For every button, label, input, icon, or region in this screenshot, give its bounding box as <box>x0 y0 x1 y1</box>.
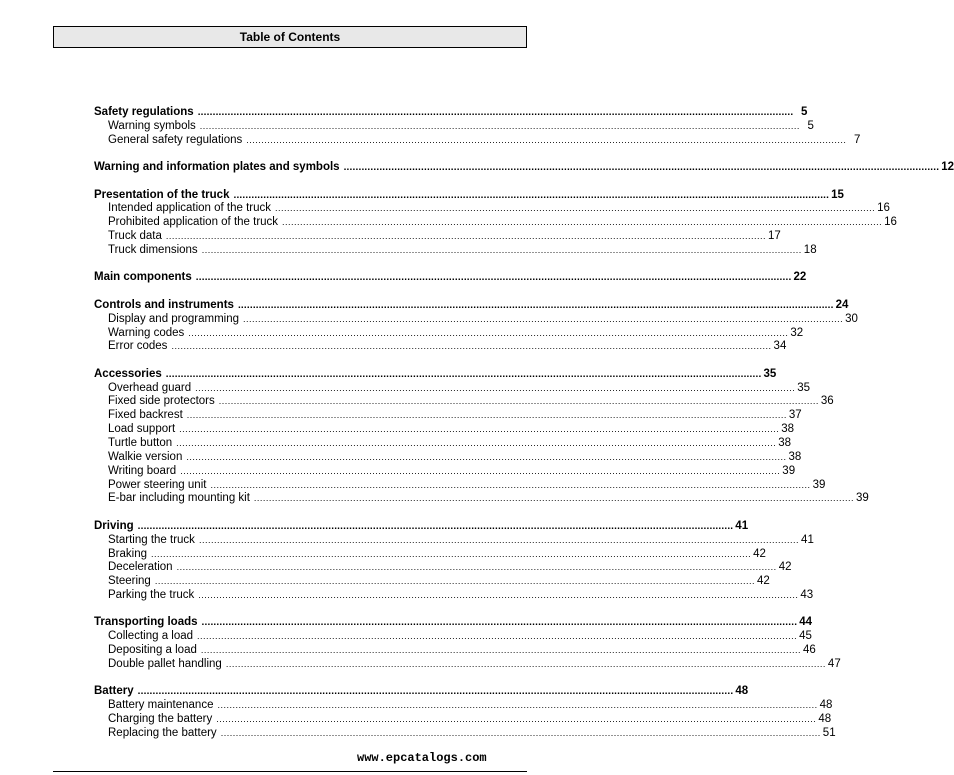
dot-leader: ........................................................................................................................................................................................................ <box>210 479 811 490</box>
toc-entry-title: Warning symbols <box>108 119 196 132</box>
toc-subsection-entry[interactable] <box>94 381 811 396</box>
dot-leader: ........................................................................................................................................................................................................ <box>171 341 772 352</box>
dot-leader: ........................................................................................................................................................................................................ <box>217 700 818 711</box>
toc-header <box>53 26 527 48</box>
toc-entry-title: Collecting a load <box>108 630 194 643</box>
toc-entry-title: Writing board <box>108 464 177 477</box>
toc-subsection-entry[interactable] <box>94 713 832 727</box>
toc-subsection-entry[interactable] <box>94 243 817 258</box>
toc-entry-title: Display and programming <box>108 312 240 325</box>
toc-entry-page-number: 15 <box>831 188 844 201</box>
toc-entry-title: Battery maintenance <box>108 699 214 712</box>
toc-entry-title: Turtle button <box>108 437 173 449</box>
toc-entry-title: Walkie version <box>108 450 183 463</box>
dot-leader: ........................................................................................................................................................................................................ <box>151 548 752 559</box>
dot-leader: ........................................................................................................................................................................................................ <box>237 299 834 311</box>
dot-leader: ........................................................................................................................................................................................................ <box>216 714 817 725</box>
toc-entry-page-number: 43 <box>800 589 814 602</box>
toc-section <box>94 188 897 258</box>
dot-leader: ........................................................................................................................................................................................................ <box>201 617 798 629</box>
toc-entry-title: Charging the battery <box>108 713 213 726</box>
toc-entry-page-number: 37 <box>788 409 802 422</box>
toc-entry-page-number: 38 <box>781 423 795 436</box>
toc-entry-page-number: 39 <box>812 478 826 491</box>
toc-subsection-entry[interactable] <box>94 589 814 603</box>
toc-subsection-entry[interactable] <box>94 133 861 148</box>
toc-subsection-entry[interactable] <box>94 230 781 244</box>
toc-entry-page-number: 30 <box>845 312 858 325</box>
toc-section-entry[interactable] <box>94 271 807 285</box>
dot-leader: ........................................................................................................................................................................................................ <box>201 244 802 255</box>
toc-section-entry[interactable] <box>94 188 844 203</box>
toc-section <box>94 298 858 354</box>
dot-leader: ........................................................................................................................................................................................................ <box>282 217 883 228</box>
dot-leader: ........................................................................................................................................................................................................ <box>176 562 777 573</box>
dot-leader: ........................................................................................................................................................................................................ <box>225 659 826 669</box>
toc-entry-title: Starting the truck <box>108 533 195 546</box>
toc-subsection-entry[interactable] <box>94 492 869 506</box>
dot-leader: ........................................................................................................................................................................................................ <box>233 189 830 201</box>
toc-entry-page-number: 16 <box>877 202 890 215</box>
page-title: Table of Contents <box>239 30 341 44</box>
toc-entry-page-number: 41 <box>735 519 749 532</box>
toc-entry-page-number: 38 <box>778 437 792 449</box>
toc-subsection-entry[interactable] <box>94 437 792 451</box>
toc-subsection-entry[interactable] <box>94 699 833 713</box>
toc-subsection-entry[interactable] <box>94 450 802 465</box>
toc-entry-title: General safety regulations <box>108 133 243 146</box>
toc-entry-title: Deceleration <box>108 561 173 574</box>
dot-leader: ........................................................................................................................................................................................................ <box>179 424 780 435</box>
toc-entry-title: Battery <box>94 685 134 698</box>
toc-section <box>94 616 841 671</box>
dot-leader: ........................................................................................................................................................................................................ <box>186 410 787 421</box>
toc-entry-page-number: 45 <box>799 630 812 643</box>
toc-entry-title: Truck data <box>108 230 162 243</box>
toc-entry-page-number: 48 <box>735 685 749 698</box>
toc-entry-page-number: 5 <box>800 106 808 118</box>
dot-leader: ........................................................................................................................................................................................................ <box>253 493 855 504</box>
toc-section-entry[interactable] <box>94 519 749 534</box>
toc-section-entry[interactable] <box>94 298 849 313</box>
bottom-rule <box>53 771 527 772</box>
toc-entry-page-number: 18 <box>803 243 817 256</box>
dot-leader: ........................................................................................................................................................................................................ <box>197 107 794 118</box>
toc-entry-title: Overhead guard <box>108 381 192 394</box>
toc-entry-page-number: 48 <box>818 713 832 726</box>
toc-entry-page-number: 12 <box>941 161 954 174</box>
toc-entry-title: Presentation of the truck <box>94 188 230 201</box>
toc-entry-page-number: 44 <box>799 616 812 629</box>
toc-entry-title: Transporting loads <box>94 616 198 629</box>
toc-subsection-entry[interactable] <box>94 533 814 548</box>
toc-entry-page-number: 39 <box>782 464 796 477</box>
toc-section-entry[interactable] <box>94 367 777 382</box>
toc-entry-page-number: 5 <box>807 119 814 132</box>
footer-watermark-url: www.epcatalogs.com <box>357 751 487 765</box>
dot-leader: ........................................................................................................................................................................................................ <box>137 520 734 532</box>
toc-entry-page-number: 24 <box>835 298 849 311</box>
toc-entry-title: Replacing the battery <box>108 726 217 739</box>
dot-leader: ........................................................................................................................................................................................................ <box>188 327 789 338</box>
toc-entry-title: Steering <box>108 575 151 588</box>
toc-entry-title: Parking the truck <box>108 589 195 602</box>
toc-entry-title: Driving <box>94 519 134 532</box>
toc-entry-page-number: 42 <box>753 547 766 560</box>
toc-entry-page-number: 46 <box>802 644 816 657</box>
toc-entry-title: Double pallet handling <box>108 658 222 670</box>
toc-subsection-entry[interactable] <box>94 630 812 644</box>
dot-leader: ........................................................................................................................................................................................................ <box>197 631 798 642</box>
toc-entry-page-number: 17 <box>768 230 781 243</box>
toc-entry-page-number: 47 <box>827 658 841 670</box>
table-of-contents <box>94 106 954 754</box>
toc-section <box>94 106 861 148</box>
toc-subsection-entry[interactable] <box>94 658 841 672</box>
toc-subsection-entry[interactable] <box>94 547 766 562</box>
toc-subsection-entry[interactable] <box>94 478 826 493</box>
toc-entry-page-number: 35 <box>797 381 811 394</box>
toc-subsection-entry[interactable] <box>94 726 836 741</box>
toc-subsection-entry[interactable] <box>94 202 890 216</box>
toc-entry-title: Power steering unit <box>108 478 207 491</box>
toc-entry-title: Safety regulations <box>94 106 194 118</box>
toc-subsection-entry[interactable] <box>94 561 792 575</box>
dot-leader: ........................................................................................................................................................................................................ <box>180 465 781 476</box>
toc-entry-page-number: 51 <box>822 726 836 739</box>
toc-entry-title: Warning and information plates and symbols <box>94 161 340 174</box>
toc-section <box>94 271 807 285</box>
dot-leader: ........................................................................................................................................................................................................ <box>154 576 755 587</box>
toc-entry-title: Controls and instruments <box>94 298 234 311</box>
toc-entry-page-number: 41 <box>801 533 814 546</box>
toc-entry-page-number: 36 <box>820 395 834 408</box>
toc-entry-title: Fixed backrest <box>108 409 183 422</box>
dot-leader: ........................................................................................................................................................................................................ <box>198 534 800 545</box>
toc-section-entry[interactable] <box>94 161 954 175</box>
dot-leader: ........................................................................................................................................................................................................ <box>198 590 799 601</box>
toc-entry-page-number: 35 <box>763 367 777 380</box>
dot-leader: ........................................................................................................................................................................................................ <box>218 396 819 407</box>
toc-entry-title: Prohibited application of the truck <box>108 216 279 229</box>
toc-entry-title: Fixed side protectors <box>108 395 215 408</box>
toc-entry-title: Intended application of the truck <box>108 202 272 215</box>
toc-subsection-entry[interactable] <box>94 119 814 134</box>
toc-entry-page-number: 42 <box>778 561 792 574</box>
dot-leader: ........................................................................................................................................................................................................ <box>165 231 767 242</box>
toc-entry-title: Braking <box>108 547 147 560</box>
toc-subsection-entry[interactable] <box>94 409 802 423</box>
dot-leader: ........................................................................................................................................................................................................ <box>195 272 792 284</box>
toc-subsection-entry[interactable] <box>94 575 770 589</box>
toc-entry-page-number: 7 <box>853 133 861 146</box>
toc-entry-page-number: 22 <box>793 271 807 284</box>
dot-leader: ........................................................................................................................................................................................................ <box>137 686 734 698</box>
toc-entry-title: Main components <box>94 271 192 284</box>
toc-section-entry[interactable] <box>94 616 812 630</box>
dot-leader: ........................................................................................................................................................................................................ <box>200 645 801 656</box>
toc-entry-title: Error codes <box>108 340 168 353</box>
toc-entry-title: Truck dimensions <box>108 243 198 256</box>
dot-leader: ........................................................................................................................................................................................................ <box>195 382 796 393</box>
toc-subsection-entry[interactable] <box>94 340 787 354</box>
dot-leader: ........................................................................................................................................................................................................ <box>176 438 777 448</box>
toc-section <box>94 685 836 740</box>
toc-entry-title: E-bar including mounting kit <box>108 492 250 505</box>
toc-entry-page-number: 39 <box>856 492 869 505</box>
dot-leader: ........................................................................................................................................................................................................ <box>275 203 876 214</box>
dot-leader: ........................................................................................................................................................................................................ <box>220 727 821 738</box>
toc-entry-title: Load support <box>108 423 176 436</box>
toc-subsection-entry[interactable] <box>94 216 897 230</box>
dot-leader: ........................................................................................................................................................................................................ <box>343 162 940 174</box>
dot-leader: ........................................................................................................................................................................................................ <box>246 134 847 145</box>
toc-subsection-entry[interactable] <box>94 326 804 341</box>
toc-subsection-entry[interactable] <box>94 644 816 658</box>
toc-section <box>94 367 869 506</box>
toc-entry-title: Accessories <box>94 367 162 380</box>
toc-entry-title: Warning codes <box>108 326 185 339</box>
toc-subsection-entry[interactable] <box>94 312 858 327</box>
dot-leader: ........................................................................................................................................................................................................ <box>165 368 762 380</box>
toc-entry-page-number: 42 <box>756 575 770 588</box>
toc-section-entry[interactable] <box>94 106 808 120</box>
toc-entry-page-number: 16 <box>884 216 897 229</box>
toc-entry-title: Depositing a load <box>108 644 197 657</box>
toc-section <box>94 161 954 175</box>
toc-section <box>94 519 814 603</box>
toc-subsection-entry[interactable] <box>94 464 796 479</box>
toc-subsection-entry[interactable] <box>94 395 834 409</box>
toc-entry-page-number: 38 <box>788 450 802 463</box>
toc-entry-page-number: 34 <box>773 340 787 353</box>
dot-leader: ........................................................................................................................................................................................................ <box>243 313 844 324</box>
dot-leader: ........................................................................................................................................................................................................ <box>186 451 787 462</box>
toc-entry-page-number: 48 <box>819 699 833 712</box>
toc-entry-page-number: 32 <box>790 326 804 339</box>
toc-subsection-entry[interactable] <box>94 423 795 437</box>
toc-section-entry[interactable] <box>94 685 749 699</box>
dot-leader: ........................................................................................................................................................................................................ <box>199 120 800 131</box>
